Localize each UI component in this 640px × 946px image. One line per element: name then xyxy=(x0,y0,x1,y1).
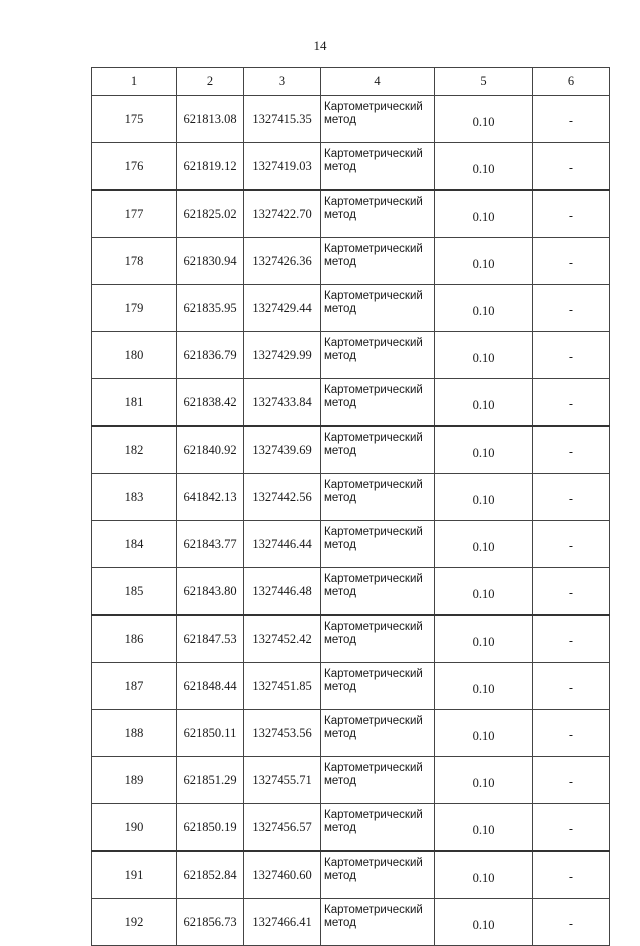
x-coordinate-cell: 621843.80 xyxy=(177,568,244,616)
table-row xyxy=(92,568,610,616)
page-number: 14 xyxy=(313,38,327,53)
x-coordinate-cell: 621856.73 xyxy=(177,899,244,946)
method-line-2: метод xyxy=(324,350,356,362)
x-coordinate-cell: 621835.95 xyxy=(177,285,244,332)
x-coordinate-cell: 621852.84 xyxy=(177,851,244,899)
method-cell xyxy=(321,710,435,757)
table-row xyxy=(92,238,610,285)
method-line-1: Картометрический xyxy=(324,148,423,160)
method-cell xyxy=(321,568,435,616)
note-cell: - xyxy=(533,285,610,332)
accuracy-cell: 0.10 xyxy=(435,474,533,521)
point-number-cell: 181 xyxy=(92,379,177,427)
point-number-cell: 184 xyxy=(92,521,177,568)
y-coordinate-cell: 1327433.84 xyxy=(244,379,321,427)
method-line-2: метод xyxy=(324,728,356,740)
method-line-1: Картометрический xyxy=(324,857,423,869)
x-coordinate-cell: 621850.19 xyxy=(177,804,244,852)
table-body xyxy=(92,96,610,946)
accuracy-cell: 0.10 xyxy=(435,615,533,663)
x-coordinate-cell: 621830.94 xyxy=(177,238,244,285)
x-coordinate-cell: 621848.44 xyxy=(177,663,244,710)
method-cell xyxy=(321,851,435,899)
column-header-2: 2 xyxy=(177,68,244,96)
y-coordinate-cell: 1327429.44 xyxy=(244,285,321,332)
column-header-3: 3 xyxy=(244,68,321,96)
point-number-cell: 183 xyxy=(92,474,177,521)
note-cell: - xyxy=(533,426,610,474)
method-cell xyxy=(321,332,435,379)
point-number-cell: 175 xyxy=(92,96,177,143)
method-cell xyxy=(321,474,435,521)
x-coordinate-cell: 621847.53 xyxy=(177,615,244,663)
method-line-1: Картометрический xyxy=(324,337,423,349)
method-line-1: Картометрический xyxy=(324,762,423,774)
accuracy-cell: 0.10 xyxy=(435,710,533,757)
x-coordinate-cell: 641842.13 xyxy=(177,474,244,521)
note-cell: - xyxy=(533,190,610,238)
note-cell: - xyxy=(533,851,610,899)
x-coordinate-cell: 621840.92 xyxy=(177,426,244,474)
method-cell xyxy=(321,615,435,663)
table-row xyxy=(92,96,610,143)
point-number-cell: 192 xyxy=(92,899,177,946)
y-coordinate-cell: 1327422.70 xyxy=(244,190,321,238)
accuracy-cell: 0.10 xyxy=(435,899,533,946)
method-line-1: Картометрический xyxy=(324,290,423,302)
y-coordinate-cell: 1327451.85 xyxy=(244,663,321,710)
accuracy-cell: 0.10 xyxy=(435,285,533,332)
note-cell: - xyxy=(533,143,610,191)
table-row xyxy=(92,710,610,757)
point-number-cell: 182 xyxy=(92,426,177,474)
method-line-2: метод xyxy=(324,681,356,693)
table-row xyxy=(92,379,610,427)
method-cell xyxy=(321,143,435,191)
method-line-2: метод xyxy=(324,161,356,173)
y-coordinate-cell: 1327455.71 xyxy=(244,757,321,804)
column-header-1: 1 xyxy=(92,68,177,96)
method-cell xyxy=(321,238,435,285)
point-number-cell: 188 xyxy=(92,710,177,757)
column-header-6: 6 xyxy=(533,68,610,96)
accuracy-cell: 0.10 xyxy=(435,851,533,899)
method-cell xyxy=(321,804,435,852)
accuracy-cell: 0.10 xyxy=(435,426,533,474)
accuracy-cell: 0.10 xyxy=(435,332,533,379)
method-line-2: метод xyxy=(324,634,356,646)
method-line-1: Картометрический xyxy=(324,384,423,396)
note-cell: - xyxy=(533,332,610,379)
accuracy-cell: 0.10 xyxy=(435,96,533,143)
note-cell: - xyxy=(533,615,610,663)
x-coordinate-cell: 621850.11 xyxy=(177,710,244,757)
accuracy-cell: 0.10 xyxy=(435,238,533,285)
method-line-2: метод xyxy=(324,586,356,598)
method-line-1: Картометрический xyxy=(324,479,423,491)
y-coordinate-cell: 1327452.42 xyxy=(244,615,321,663)
y-coordinate-cell: 1327426.36 xyxy=(244,238,321,285)
x-coordinate-cell: 621813.08 xyxy=(177,96,244,143)
coordinates-table xyxy=(91,67,610,946)
point-number-cell: 176 xyxy=(92,143,177,191)
table-row xyxy=(92,521,610,568)
table-row xyxy=(92,426,610,474)
method-line-1: Картометрический xyxy=(324,432,423,444)
method-line-1: Картометрический xyxy=(324,809,423,821)
method-line-1: Картометрический xyxy=(324,904,423,916)
method-cell xyxy=(321,899,435,946)
note-cell: - xyxy=(533,899,610,946)
method-line-2: метод xyxy=(324,775,356,787)
note-cell: - xyxy=(533,474,610,521)
point-number-cell: 177 xyxy=(92,190,177,238)
note-cell: - xyxy=(533,804,610,852)
table-header-row xyxy=(92,68,610,96)
x-coordinate-cell: 621825.02 xyxy=(177,190,244,238)
note-cell: - xyxy=(533,379,610,427)
y-coordinate-cell: 1327415.35 xyxy=(244,96,321,143)
method-line-2: метод xyxy=(324,397,356,409)
y-coordinate-cell: 1327439.69 xyxy=(244,426,321,474)
accuracy-cell: 0.10 xyxy=(435,757,533,804)
method-line-1: Картометрический xyxy=(324,526,423,538)
y-coordinate-cell: 1327456.57 xyxy=(244,804,321,852)
table-row xyxy=(92,190,610,238)
note-cell: - xyxy=(533,238,610,285)
accuracy-cell: 0.10 xyxy=(435,521,533,568)
point-number-cell: 189 xyxy=(92,757,177,804)
method-line-1: Картометрический xyxy=(324,243,423,255)
note-cell: - xyxy=(533,663,610,710)
method-line-2: метод xyxy=(324,445,356,457)
method-line-1: Картометрический xyxy=(324,668,423,680)
point-number-cell: 180 xyxy=(92,332,177,379)
method-line-2: метод xyxy=(324,114,356,126)
accuracy-cell: 0.10 xyxy=(435,663,533,710)
x-coordinate-cell: 621838.42 xyxy=(177,379,244,427)
note-cell: - xyxy=(533,710,610,757)
method-line-1: Картометрический xyxy=(324,715,423,727)
method-line-2: метод xyxy=(324,256,356,268)
method-line-2: метод xyxy=(324,822,356,834)
table-row xyxy=(92,757,610,804)
table-row xyxy=(92,474,610,521)
accuracy-cell: 0.10 xyxy=(435,190,533,238)
method-cell xyxy=(321,521,435,568)
note-cell: - xyxy=(533,96,610,143)
table-row xyxy=(92,663,610,710)
method-cell xyxy=(321,663,435,710)
method-line-1: Картометрический xyxy=(324,196,423,208)
point-number-cell: 191 xyxy=(92,851,177,899)
note-cell: - xyxy=(533,568,610,616)
method-line-2: метод xyxy=(324,870,356,882)
y-coordinate-cell: 1327442.56 xyxy=(244,474,321,521)
table-row xyxy=(92,851,610,899)
method-line-2: метод xyxy=(324,917,356,929)
y-coordinate-cell: 1327419.03 xyxy=(244,143,321,191)
method-line-2: метод xyxy=(324,303,356,315)
table-row xyxy=(92,285,610,332)
method-cell xyxy=(321,285,435,332)
column-header-4: 4 xyxy=(321,68,435,96)
table-row xyxy=(92,615,610,663)
x-coordinate-cell: 621851.29 xyxy=(177,757,244,804)
y-coordinate-cell: 1327460.60 xyxy=(244,851,321,899)
column-header-5: 5 xyxy=(435,68,533,96)
table-row xyxy=(92,899,610,946)
x-coordinate-cell: 621843.77 xyxy=(177,521,244,568)
y-coordinate-cell: 1327429.99 xyxy=(244,332,321,379)
method-cell xyxy=(321,190,435,238)
table-row xyxy=(92,332,610,379)
y-coordinate-cell: 1327466.41 xyxy=(244,899,321,946)
method-cell xyxy=(321,379,435,427)
x-coordinate-cell: 621819.12 xyxy=(177,143,244,191)
x-coordinate-cell: 621836.79 xyxy=(177,332,244,379)
method-cell xyxy=(321,96,435,143)
y-coordinate-cell: 1327446.44 xyxy=(244,521,321,568)
point-number-cell: 187 xyxy=(92,663,177,710)
point-number-cell: 186 xyxy=(92,615,177,663)
accuracy-cell: 0.10 xyxy=(435,568,533,616)
point-number-cell: 179 xyxy=(92,285,177,332)
note-cell: - xyxy=(533,521,610,568)
table-row xyxy=(92,804,610,852)
point-number-cell: 185 xyxy=(92,568,177,616)
method-line-2: метод xyxy=(324,209,356,221)
accuracy-cell: 0.10 xyxy=(435,804,533,852)
method-line-1: Картометрический xyxy=(324,621,423,633)
method-line-2: метод xyxy=(324,492,356,504)
accuracy-cell: 0.10 xyxy=(435,143,533,191)
y-coordinate-cell: 1327446.48 xyxy=(244,568,321,616)
method-line-1: Картометрический xyxy=(324,573,423,585)
point-number-cell: 190 xyxy=(92,804,177,852)
accuracy-cell: 0.10 xyxy=(435,379,533,427)
method-cell xyxy=(321,426,435,474)
note-cell: - xyxy=(533,757,610,804)
table-row xyxy=(92,143,610,191)
method-cell xyxy=(321,757,435,804)
method-line-1: Картометрический xyxy=(324,101,423,113)
point-number-cell: 178 xyxy=(92,238,177,285)
method-line-2: метод xyxy=(324,539,356,551)
y-coordinate-cell: 1327453.56 xyxy=(244,710,321,757)
